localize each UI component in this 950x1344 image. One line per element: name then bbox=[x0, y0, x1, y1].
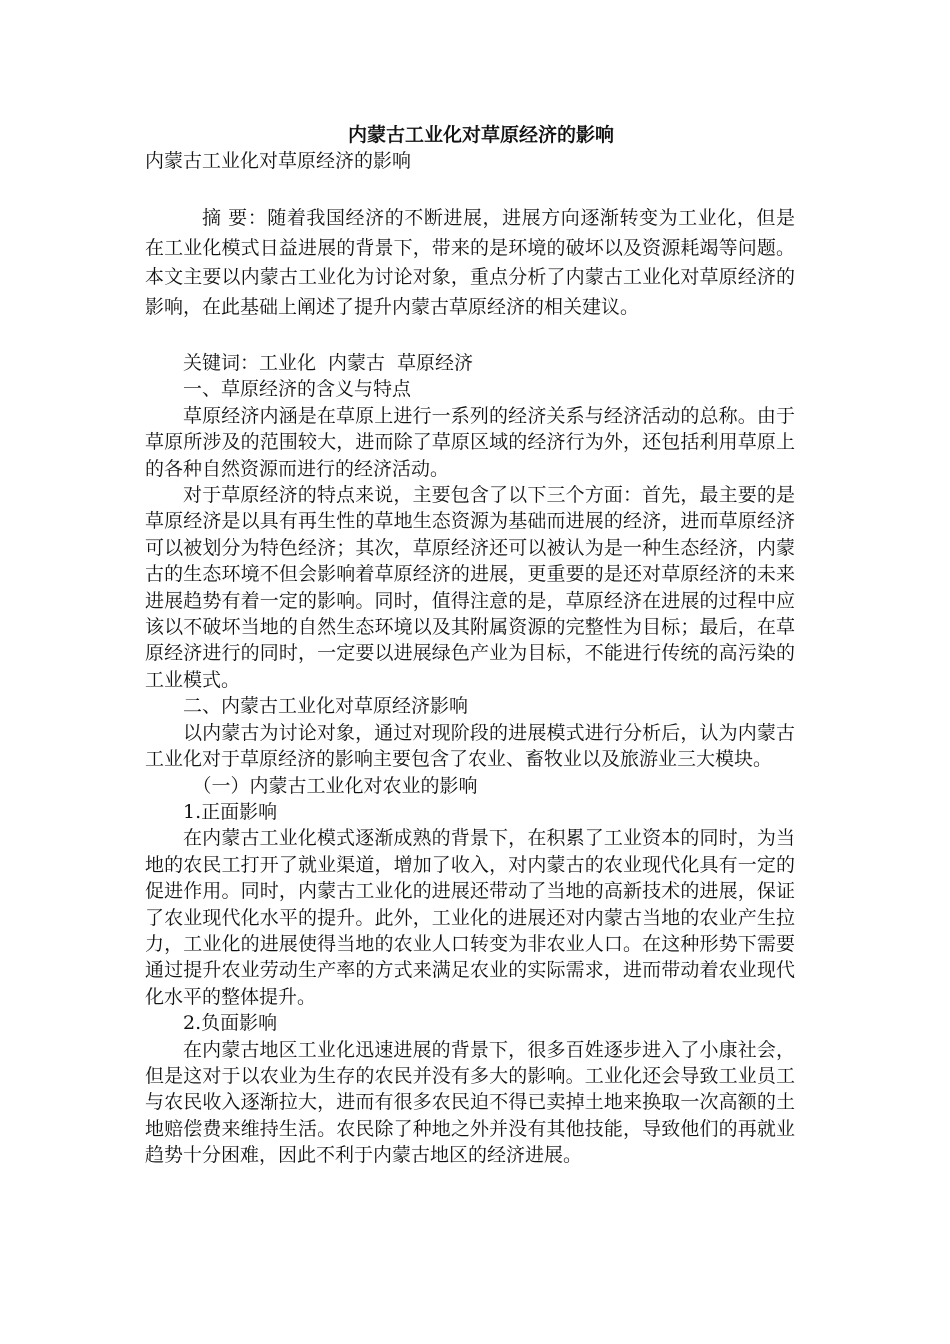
section-heading: 一、草原经济的含义与特点 bbox=[183, 378, 412, 401]
item-heading: 1.正面影响 bbox=[183, 800, 278, 823]
body-paragraph: 以内蒙古为讨论对象，通过对现阶段的进展模式进行分析后，认为内蒙古工业化对于草原经济的影响主要包含了农业、畜牧业以及旅游业三大模块。 bbox=[145, 721, 795, 771]
keyword-item: 内蒙古 bbox=[328, 352, 386, 374]
document-subtitle: 内蒙古工业化对草原经济的影响 bbox=[145, 150, 412, 172]
body-paragraph: 在内蒙古工业化模式逐渐成熟的背景下，在积累了工业资本的同时，为当地的农民工打开了就业渠道，增加了收入，对内蒙古的农业现代化具有一定的促进作用。同时，内蒙古工业化的进展还带动了当地的高新技术的进展，保证了农业现代化水平的提升。此外，工业化的进展还对内蒙古当地的农业产生拉力，工业化的进展使得当地的农业人口转变为非农业人口。在这种形势下需要通过提升农业劳动生产率的方式来满足农业的实际需求，进而带动着农业现代化水平的整体提升。 bbox=[145, 827, 795, 1008]
keyword-item: 工业化 bbox=[259, 352, 317, 374]
subsection-heading: （一）内蒙古工业化对农业的影响 bbox=[192, 774, 478, 797]
blank-line bbox=[145, 176, 795, 204]
section-heading: 二、内蒙古工业化对草原经济影响 bbox=[183, 695, 469, 718]
item-heading: 2.负面影响 bbox=[183, 1012, 278, 1035]
body-paragraph: 草原经济内涵是在草原上进行一系列的经济关系与经济活动的总称。由于草原所涉及的范围较大，进而除了草原区域的经济行为外，还包括利用草原上的各种自然资源而进行的经济活动。 bbox=[145, 404, 795, 480]
body-paragraph: 在内蒙古地区工业化迅速进展的背景下，很多百姓逐步进入了小康社会，但是这对于以农业为生存的农民并没有多大的影响。工业化还会导致工业员工与农民收入逐渐拉大，进而有很多农民迫不得已卖掉土地来换取一次高额的土地赔偿费来维持生活。农民除了种地之外并没有其他技能，导致他们的再就业趋势十分困难，因此不利于内蒙古地区的经济进展。 bbox=[145, 1038, 795, 1167]
blank-line bbox=[145, 322, 795, 350]
keywords-line bbox=[145, 350, 795, 376]
keywords-label: 关键词： bbox=[183, 352, 260, 374]
document-title: 内蒙古工业化对草原经济的影响 bbox=[347, 124, 614, 146]
keyword-item: 草原经济 bbox=[397, 352, 474, 374]
document-page bbox=[145, 118, 795, 1169]
abstract-paragraph: 摘 要：随着我国经济的不断进展，进展方向逐渐转变为工业化，但是在工业化模式日益进展的背景下，带来的是环境的破坏以及资源耗竭等问题。本文主要以内蒙古工业化为讨论对象，重点分析了内蒙古工业化对草原经济的影响，在此基础上阐述了提升内蒙古草原经济的相关建议。 bbox=[145, 207, 795, 318]
body-paragraph: 对于草原经济的特点来说，主要包含了以下三个方面：首先，最主要的是草原经济是以具有再生性的草地生态资源为基础而进展的经济，进而草原经济可以被划分为特色经济；其次，草原经济还可以被认为是一种生态经济，内蒙古的生态环境不但会影响着草原经济的进展，更重要的是还对草原经济的未来进展趋势有着一定的影响。同时，值得注意的是，草原经济在进展的过程中应该以不破坏当地的自然生态环境以及其附属资源的完整性为目标；最后，在草原经济进行的同时，一定要以进展绿色产业为目标，不能进行传统的高污染的工业模式。 bbox=[145, 484, 795, 691]
